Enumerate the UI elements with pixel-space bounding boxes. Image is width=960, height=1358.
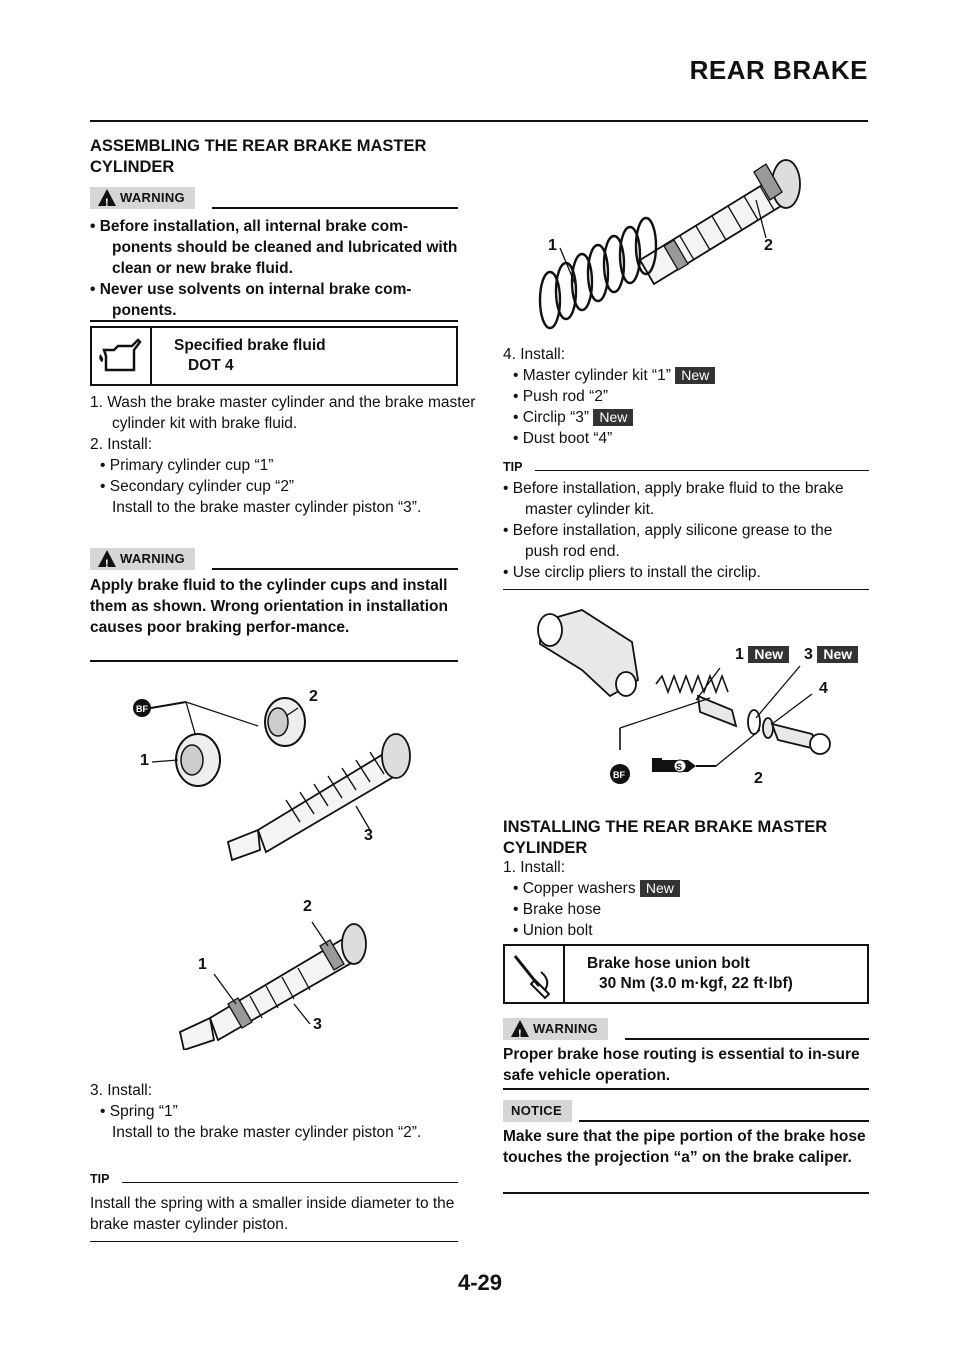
tip-banner-right (503, 458, 869, 474)
step-note: Install to the brake master cylinder piston “2”. (112, 1124, 422, 1141)
warning-icon (511, 1020, 529, 1037)
spec-box-union-bolt (503, 944, 869, 1004)
step-item: • Spring “1” (100, 1103, 178, 1120)
warning-banner-1 (90, 187, 458, 209)
spec-title: Specified brake fluid (174, 337, 326, 354)
step-note: Install to the brake master cylinder piston “3”. (112, 499, 422, 516)
step-1-install: 1. Install: (503, 859, 566, 876)
rule (503, 1088, 869, 1090)
svg-text:S: S (676, 762, 683, 772)
warning-banner-3 (503, 1018, 869, 1040)
svg-text:BF: BF (136, 704, 148, 714)
step-4-items (503, 365, 869, 449)
figure-master-cylinder-exploded (520, 600, 880, 800)
spec-box-brake-fluid (90, 326, 458, 386)
new-badge: New (817, 646, 858, 663)
step-item: • Master cylinder kit “1” New (513, 365, 869, 386)
torque-wrench-icon (505, 946, 565, 1002)
step-1-install-items (503, 878, 869, 941)
spec-value: 30 Nm (3.0 m·kgf, 22 ft·lbf) (599, 975, 793, 992)
warning-2-text: Apply brake fluid to the cylinder cups and install them as shown. Wrong orientation in installation causes poor braking perfor-mance. (90, 577, 448, 636)
warning-banner-2 (90, 548, 458, 570)
tip-label: TIP (90, 1172, 110, 1186)
figure-label: 2 (303, 898, 312, 915)
figure-label: 2 (309, 688, 318, 705)
tip-label: TIP (503, 460, 523, 474)
figure-label: 3 (364, 827, 373, 844)
figure-label-1-new: 1 New (735, 646, 789, 664)
step-2-items (90, 455, 458, 518)
figure-label: 1 (548, 237, 557, 254)
tip-item: • Use circlip pliers to install the circlip. (503, 564, 761, 581)
tip-item: • Before installation, apply brake fluid to the brake master cylinder kit. (503, 480, 844, 518)
warning-badge: ! WARNING (90, 548, 195, 570)
svg-text:BF: BF (613, 770, 625, 780)
step-item: • Push rod “2” (513, 388, 609, 405)
rule (90, 660, 458, 662)
notice-banner (503, 1100, 869, 1122)
figure-piston-assembled (170, 900, 390, 1050)
page-number: 4-29 (457, 1270, 503, 1295)
new-badge: New (748, 646, 789, 663)
new-badge: New (593, 409, 633, 426)
step-item: • Secondary cylinder cup “2” (100, 478, 295, 495)
rule (90, 320, 458, 322)
warning-badge: ! WARNING (503, 1018, 608, 1040)
step-3-items (90, 1101, 458, 1143)
bf-icon (133, 699, 186, 717)
figure-label: 4 (819, 680, 828, 697)
page-title: REAR BRAKE (689, 55, 868, 85)
tip-items-right (503, 478, 869, 583)
figure-label-3-new: 3 New (804, 646, 858, 664)
section-heading-installing: INSTALLING THE REAR BRAKE MASTER CYLINDER (503, 818, 828, 857)
step-item: • Dust boot “4” (513, 430, 613, 447)
notice-text: Make sure that the pipe portion of the brake hose touches the projection “a” on the brake caliper. (503, 1128, 866, 1166)
oil-can-icon (92, 328, 152, 384)
warning-1-text (90, 216, 458, 321)
step-item: • Circlip “3” New (513, 407, 869, 428)
tip-text-left: Install the spring with a smaller inside diameter to the brake master cylinder piston. (90, 1195, 455, 1233)
figure-cylinder-cups (120, 680, 420, 870)
step-3: 3. Install: (90, 1082, 153, 1099)
figure-label: 2 (754, 770, 763, 787)
step-4: 4. Install: (503, 346, 566, 363)
bf-icon (610, 764, 630, 784)
new-badge: New (640, 880, 680, 897)
rule (503, 1192, 869, 1194)
grease-icon (652, 730, 760, 772)
step-item: • Copper washers New (513, 878, 869, 899)
figure-label: 3 (313, 1016, 322, 1033)
rule (90, 1241, 458, 1242)
step-item: • Union bolt (513, 922, 593, 939)
header-rule (90, 120, 868, 122)
warning-icon (98, 189, 116, 206)
figure-spring-piston (530, 150, 820, 340)
tip-banner-left (90, 1170, 458, 1186)
warning-badge: ! WARNING (90, 187, 195, 209)
warning-icon (98, 550, 116, 567)
step-2: 2. Install: (90, 436, 153, 453)
figure-label: 1 (198, 956, 207, 973)
step-1: 1. Wash the brake master cylinder and the brake master cylinder kit with brake fluid. (90, 394, 476, 432)
new-badge: New (675, 367, 715, 384)
warning-3-text: Proper brake hose routing is essential to in-sure safe vehicle operation. (503, 1046, 860, 1084)
warning-1-item: • Never use solvents on internal brake com-ponents. (90, 281, 412, 319)
step-item: • Primary cylinder cup “1” (100, 457, 274, 474)
notice-badge: NOTICE (503, 1100, 572, 1122)
spec-title: Brake hose union bolt (587, 955, 750, 972)
step-item: • Brake hose (513, 901, 602, 918)
spec-value: DOT 4 (188, 357, 234, 374)
figure-label: 1 (140, 752, 149, 769)
warning-1-item: • Before installation, all internal brake com-ponents should be cleaned and lubricated with clean or new brake fluid. (90, 218, 458, 277)
figure-label: 2 (764, 237, 773, 254)
section-heading-assembling: ASSEMBLING THE REAR BRAKE MASTER CYLINDER (90, 137, 427, 176)
tip-item: • Before installation, apply silicone grease to the push rod end. (503, 522, 833, 560)
rule (503, 589, 869, 590)
